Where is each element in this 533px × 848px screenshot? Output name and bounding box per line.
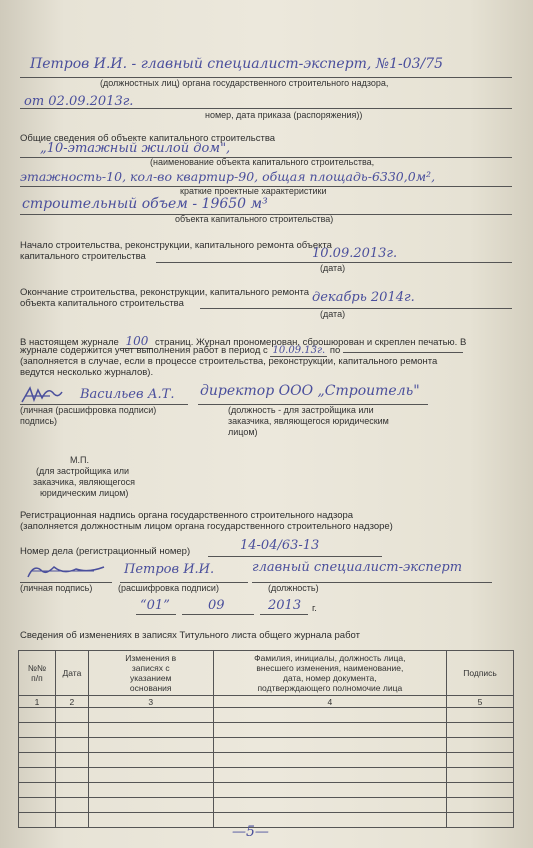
start-label-2: капитального строительства [20,251,146,262]
object-volume-caption: объекта капитального строительства) [175,214,334,224]
stamp-label: М.П. [70,455,89,465]
developer-name-handwritten: Васильев А.Т. [80,387,175,402]
registration-line-2: (заполняется должностным лицом органа государственного строительного надзоре) [20,521,393,532]
inspector-position-handwritten: главный специалист-эксперт [252,560,463,575]
object-specs-caption: краткие проектные характеристики [180,186,327,196]
changes-header-row [19,651,514,696]
changes-title: Сведения об изменениях в записях Титульного листа общего журнала работ [20,630,360,641]
developer-caption-left-2: подпись) [20,416,58,426]
developer-caption-left-1: (личная (расшифровка подписи) [20,405,157,415]
journal-text-1: В настоящем журнале 100 страниц. Журнал прономерован, сброшюрован и скреплен печатью. В [20,334,467,348]
stamp-line-3: заказчика, являющегося [33,477,135,487]
object-volume-handwritten: строительный объем - 19650 м³ [22,196,268,212]
end-date-caption: (дата) [320,309,346,319]
table-row [19,723,514,738]
table-row [19,753,514,768]
end-label-1: Окончание строительства, реконструкции, капитального ремонта [20,287,310,298]
supervisor-caption: (должностных лиц) органа государственного строительного надзора, [100,78,389,88]
page-number: —5— [232,824,269,840]
table-row [19,738,514,753]
reg-month-handwritten: 09 [208,598,225,613]
col-person-header: Фамилия, инициалы, должность лица, внесшего изменения, наименование, дата, номер документа, подтверждающего полномочие лица [213,651,446,696]
journal-pages-handwritten: 100 [121,334,152,349]
inspector-caption-3: (должность) [268,583,319,593]
reg-day-handwritten: “01” [140,598,170,613]
col-date-header: Дата [55,651,88,696]
stamp-line-2: (для застройщика или [36,466,130,476]
journal-text-4: ведутся несколько журналов). [20,367,154,378]
start-label-1: Начало строительства, реконструкции, капитального ремонта объекта [20,240,332,251]
order-handwritten: от 02.09.2013г. [24,94,134,109]
registration-line-1: Регистрационная надпись органа государственного строительного надзора [20,510,354,521]
developer-position-handwritten: директор ООО „Строитель" [200,383,420,399]
object-name-handwritten: „10-этажный жилой дом", [40,141,231,156]
developer-caption-right-3: лицом) [228,427,258,437]
developer-caption-right-1: (должность - для застройщика или [228,405,374,415]
start-date-caption: (дата) [320,263,346,273]
inspector-name-handwritten: Петров И.И. [124,562,215,577]
object-specs-handwritten: этажность-10, кол-во квартир-90, общая площадь-6330,0м², [20,169,436,184]
journal-text-2: журнале содержится учет выполнения работ в период с 10.09.13г. по [20,345,463,356]
inspector-caption-2: (расшифровка подписи) [118,583,219,593]
end-date-handwritten: декабрь 2014г. [312,290,415,305]
table-row [19,783,514,798]
table-row [19,798,514,813]
table-row [19,768,514,783]
inspector-signature-scribble [24,561,114,583]
changes-table [18,650,514,828]
col-signature-header: Подпись [447,651,514,696]
column-number-row: 1 2 3 4 5 [19,696,514,708]
developer-caption-right-2: заказчика, являющегося юридическим [228,416,389,426]
journal-from-handwritten: 10.09.13г. [272,345,326,356]
order-caption: номер, дата приказа (распоряжения)) [205,110,363,120]
journal-text-3: (заполняется в случае, если в процессе строительства, реконструкции, капитального ремонта [20,356,438,367]
case-number-handwritten: 14-04/63-13 [240,538,320,553]
case-number-label: Номер дела (регистрационный номер) [20,546,191,557]
col-number-header: №№ п/п [19,651,56,696]
col-changes-header: Изменения в записях с указанием основания [88,651,213,696]
object-heading: Общие сведения об объекте капитального строительства [20,133,276,144]
start-date-handwritten: 10.09.2013г. [312,246,398,261]
table-row [19,708,514,723]
reg-year-suffix: г. [312,603,317,614]
stamp-line-4: юридическим лицом) [40,488,129,498]
inspector-caption-1: (личная подпись) [20,583,93,593]
end-label-2: объекта капитального строительства [20,298,184,309]
supervisor-handwritten: Петров И.И. - главный специалист-эксперт, №1-03/75 [30,56,444,72]
developer-signature-scribble [20,384,64,406]
object-name-caption: (наименование объекта капитального строительства, [150,157,375,167]
reg-year-handwritten: 2013 [268,598,302,613]
